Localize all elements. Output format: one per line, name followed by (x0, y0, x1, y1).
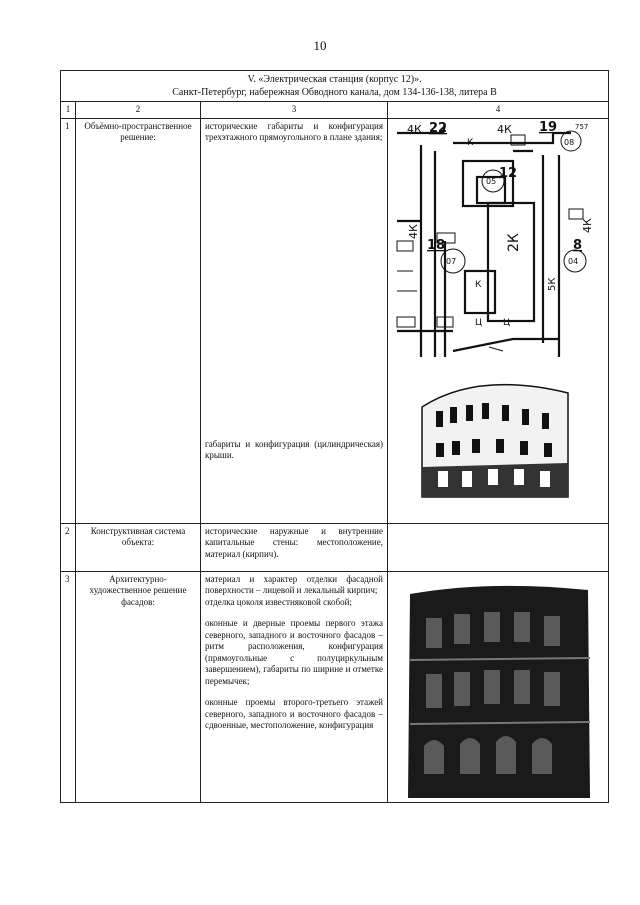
row-name: Объёмно-пространственное решение: (76, 118, 201, 523)
column-number: 1 (61, 102, 76, 119)
table-row (61, 523, 609, 571)
row-illustrations (388, 118, 609, 523)
row-illustrations (388, 571, 609, 802)
column-number-row (61, 102, 609, 119)
column-number: 2 (76, 102, 201, 119)
plan-label: 757 (575, 122, 589, 131)
plan-label: 05 (486, 176, 497, 186)
plan-label: 19 (539, 120, 558, 135)
row-illustrations (388, 523, 609, 571)
row-description (201, 523, 388, 571)
plan-label: 4К (407, 122, 422, 136)
plan-label: 12 (499, 165, 518, 181)
row-description (201, 571, 388, 802)
plan-label: К (467, 137, 474, 148)
table-title (61, 71, 609, 102)
row-name: Конструктивная система объекта: (76, 523, 201, 571)
row-name: Архитектурно-художественное решение фасадов: (76, 571, 201, 802)
plan-label: 4К (407, 223, 421, 239)
description-item: отделка цоколя известняковой скобой; (205, 596, 352, 607)
object-address: Санкт-Петербург, набережная Обводного канала, дом 134-136-138, литера В (172, 87, 497, 98)
plan-label: 18 (427, 237, 446, 253)
table-row (61, 571, 609, 802)
plan-label: 2К (506, 232, 523, 252)
description-item: оконные проемы второго-третьего этажей северного, западного и восточного фасадов – сдвоенные, местоположение, конфигурация (205, 697, 383, 730)
page-number: 10 (313, 38, 327, 53)
description-item: исторические наружные и внутренние капитальные стены: местоположение, материал (кирпич). (205, 525, 383, 559)
site-plan-image (393, 121, 603, 359)
plan-label: 22 (429, 120, 448, 136)
facade-photo (400, 578, 596, 800)
plan-label: 4К (497, 122, 512, 136)
table-header-row (61, 71, 609, 102)
object-table (60, 70, 609, 803)
description-item: материал и характер отделки фасадной поверхности – лицевой и лекальный кирпич; (205, 573, 383, 595)
column-number: 4 (388, 102, 609, 119)
plan-label: Ц (475, 317, 483, 328)
description-item: габариты и конфигурация (цилиндрическая) крыши. (205, 438, 383, 460)
table-row (61, 118, 609, 523)
row-number: 1 (61, 118, 76, 523)
plan-label: 08 (564, 137, 575, 147)
plan-label: 04 (568, 256, 579, 266)
plan-label: 07 (446, 256, 457, 266)
row-description (201, 118, 388, 523)
plan-label: 4К (581, 217, 595, 233)
description-item: оконные и дверные проемы первого этажа северного, западного и восточного фасадов – ритм расположения, конфигурация (прямоугольные с полуциркульным завершением), габариты по ширине и отметке перемычек; (205, 618, 383, 686)
plan-label: 8 (573, 237, 583, 253)
row-number: 3 (61, 571, 76, 802)
description-item: исторические габариты и конфигурация трехэтажного прямоугольного в плане здания; (205, 120, 383, 142)
object-title: V. «Электрическая станция (корпус 12)». (247, 74, 422, 85)
plan-label: 5К (547, 277, 559, 291)
row-number: 2 (61, 523, 76, 571)
plan-label: Ц (503, 317, 511, 328)
column-number: 3 (201, 102, 388, 119)
plan-label: К (475, 279, 482, 290)
building-photo (418, 367, 578, 499)
